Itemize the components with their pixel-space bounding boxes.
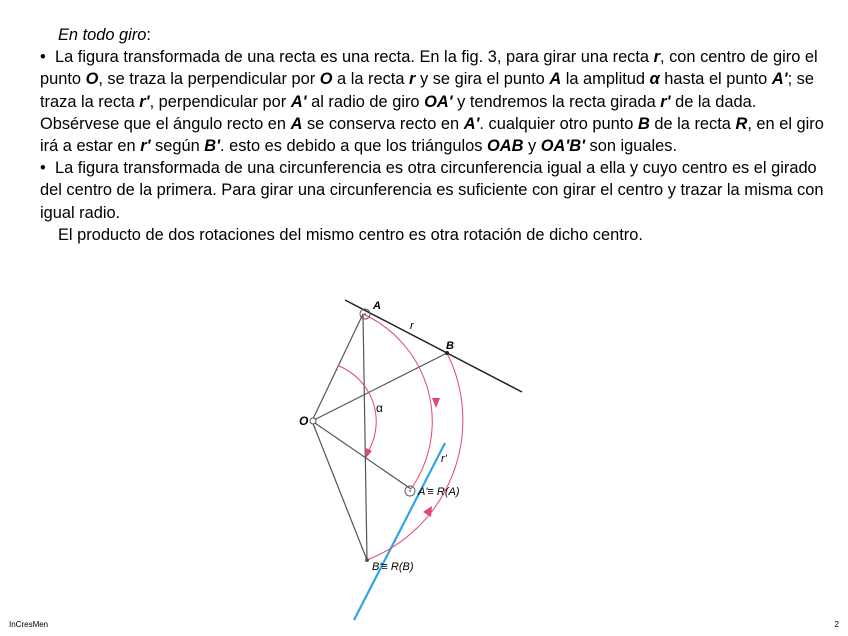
arc-A-arrow	[432, 398, 440, 408]
text-run: A	[549, 70, 562, 89]
segment-AB-prime	[363, 314, 367, 560]
text-run: , con centro de giro el punto	[40, 48, 818, 89]
text-run: y	[523, 137, 541, 156]
alpha-arc-arrow	[366, 448, 372, 458]
footer-author: InCresMen	[9, 620, 49, 629]
text-run: A'	[290, 92, 307, 111]
text-run: A'	[771, 70, 788, 89]
point-O	[310, 418, 316, 424]
text-run: O	[319, 70, 333, 89]
text-run: según	[150, 137, 205, 156]
text-run: , se traza la perpendicular por	[98, 70, 320, 89]
text-run: B	[637, 114, 650, 133]
section-heading-colon: :	[146, 26, 151, 44]
text-run: , perpendicular por	[149, 92, 291, 111]
text-run: , en el giro irá a estar en	[40, 114, 824, 156]
text-run: y tendremos la recta girada	[452, 92, 661, 111]
text-run: OA'B'	[540, 137, 585, 156]
label-B: B	[446, 340, 454, 352]
arc-B	[367, 353, 463, 560]
label-A-prime: A'≡ R(A)	[418, 486, 460, 498]
text-run: OA'	[424, 92, 453, 111]
text-run: OAB	[487, 137, 524, 156]
text-run: r	[653, 48, 660, 67]
text-run: y se gira el punto	[415, 70, 550, 89]
label-r-prime: r'	[441, 453, 447, 465]
text-run: de la recta	[649, 114, 736, 133]
text-run: A'	[463, 114, 480, 133]
text-run: de la dada. Obsérvese que el ángulo recto en	[40, 92, 757, 133]
rotation-figure	[288, 286, 528, 631]
bullet-mark: •	[40, 159, 46, 178]
section-heading	[40, 24, 830, 46]
point-B-prime	[365, 558, 369, 562]
text-run: La figura transformada de una recta es una recta. En la fig. 3, para girar una recta	[55, 48, 654, 67]
label-alpha: α	[376, 401, 383, 415]
label-r: r	[410, 320, 414, 332]
bullet-1	[40, 46, 830, 157]
text-run: hasta el punto	[659, 70, 772, 89]
text-run: La figura transformada de una circunferencia es otra circunferencia igual a ella y cuyo centro es el girado del centro de la primera. Para girar una circunferencia es suficiente con girar el centro y trazar la misma con igual radio.	[40, 159, 824, 222]
segment-OA-prime	[312, 421, 411, 489]
segment-OB-prime	[312, 421, 367, 560]
label-A: A	[373, 300, 381, 312]
text-run: R	[735, 114, 748, 133]
line-r-prime	[354, 443, 445, 620]
closing-paragraph: El producto de dos rotaciones del mismo centro es otra rotación de dicho centro.	[58, 225, 643, 244]
text-run: se conserva recto en	[302, 114, 464, 133]
line-r	[345, 300, 522, 392]
text-run: . esto es debido a que los triángulos	[220, 137, 487, 156]
slide-body	[40, 24, 830, 246]
text-run: . cualquier otro punto	[479, 114, 638, 133]
text-run: r'	[140, 137, 151, 156]
text-run: O	[85, 70, 99, 89]
label-O: O	[299, 414, 309, 428]
text-run: a la recta	[332, 70, 410, 89]
text-run: al radio de giro	[306, 92, 425, 111]
arc-B-arrow	[423, 506, 432, 517]
page-number: 2	[834, 620, 839, 629]
text-run: α	[649, 70, 660, 89]
text-run: r	[409, 70, 416, 89]
text-run: B'	[204, 137, 221, 156]
label-B-prime: B'≡ R(B)	[372, 561, 414, 573]
text-run: ; se traza la recta	[40, 70, 814, 111]
text-run: A	[290, 114, 303, 133]
section-heading-italic: En todo giro	[58, 26, 147, 44]
bullet-1-text	[40, 48, 824, 155]
bullet-mark: •	[40, 48, 46, 67]
bullet-2-text	[40, 159, 823, 221]
text-run: la amplitud	[561, 70, 650, 89]
text-run: r'	[660, 92, 671, 111]
bullet-2	[40, 157, 830, 224]
angle-alpha-arc	[339, 366, 376, 455]
segment-OA	[312, 314, 363, 421]
text-run: son iguales.	[584, 137, 677, 156]
text-run: r'	[139, 92, 150, 111]
